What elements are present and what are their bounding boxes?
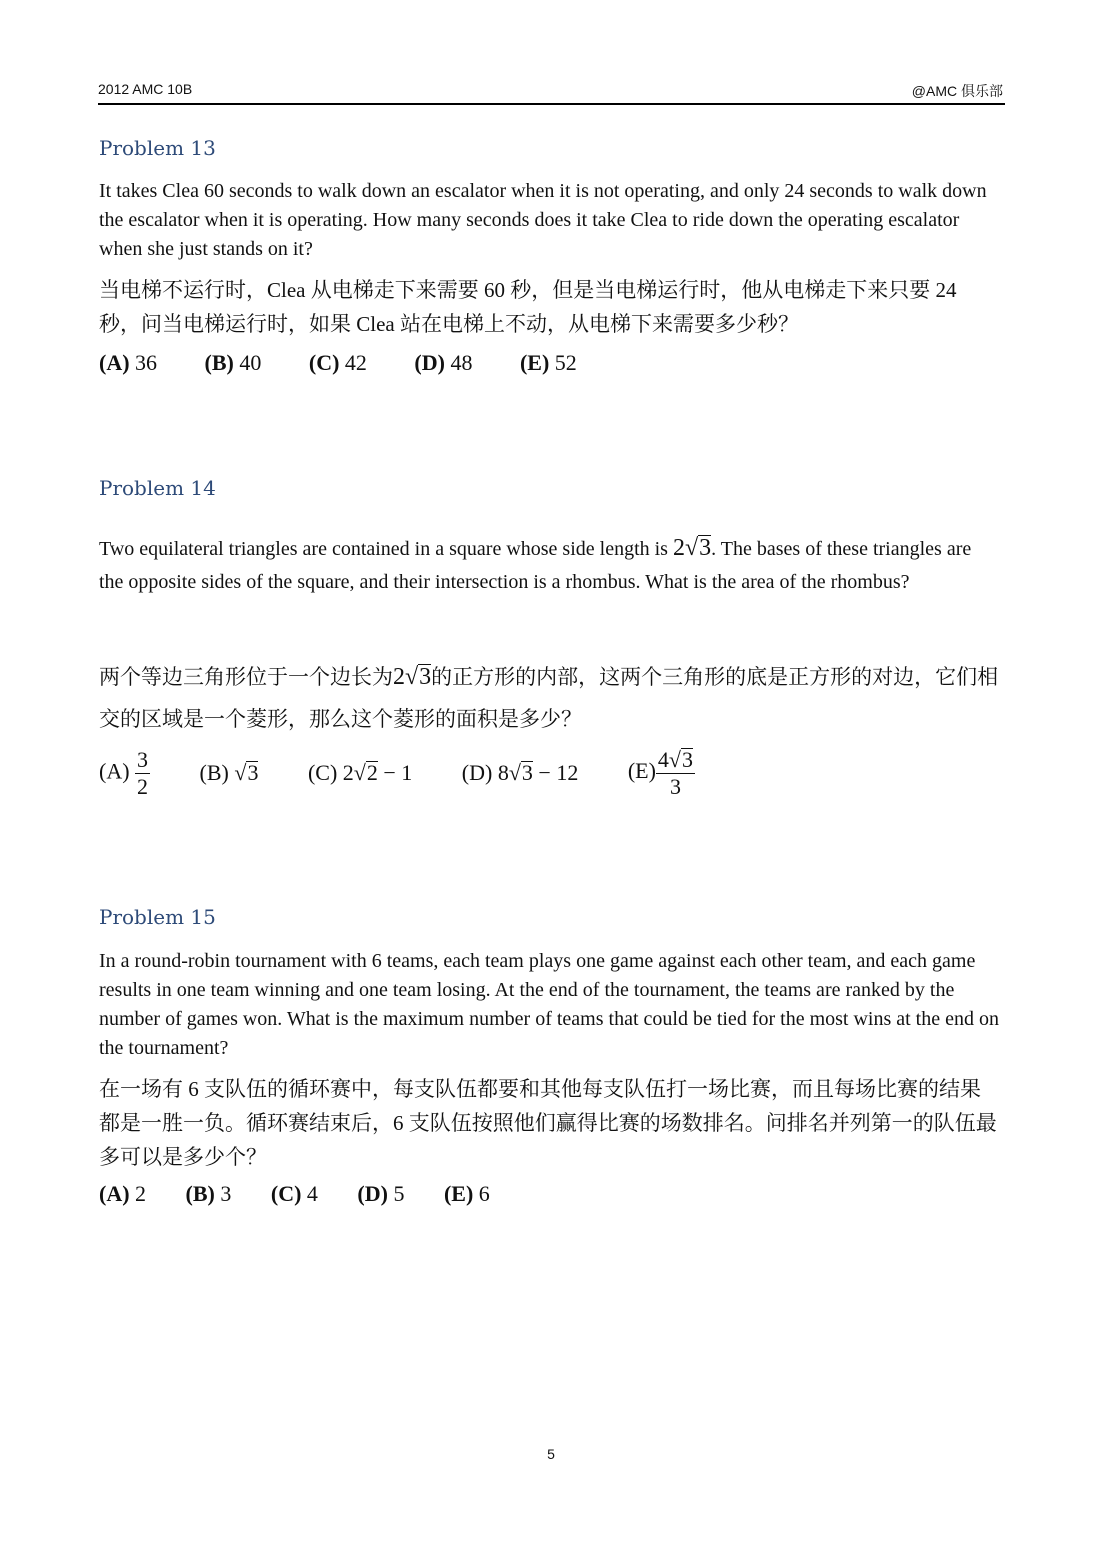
problem-15-choices <box>99 1181 524 1207</box>
problem-15-title: Problem 15 <box>99 905 216 929</box>
problem-14-text: Two equilateral triangles are contained in a square whose side length is 2√3. The bases of these triangles are the opposite sides of the square, and their intersection is a rhombus. What is the area of the rhombus? <box>99 535 972 593</box>
choice-c: (C) 4 <box>270 1181 318 1206</box>
choice-c: (C) 2√2 − 1 <box>307 760 413 785</box>
choice-c: (C) 42 <box>308 350 367 375</box>
choice-b: (B) 40 <box>204 350 262 375</box>
choice-b: (B) 3 <box>185 1181 232 1206</box>
choice-b: (B) √3 <box>199 760 259 785</box>
choice-a: (A) 2 <box>99 1181 147 1206</box>
choice-e: (E) 6 <box>443 1181 490 1206</box>
choice-d: (D) 5 <box>357 1181 405 1206</box>
choice-a: (A) 36 <box>99 350 158 375</box>
problem-13-choices <box>99 350 619 376</box>
problem-13-title: Problem 13 <box>99 136 216 160</box>
page-number: 5 <box>547 1446 555 1462</box>
problem-14-title: Problem 14 <box>99 476 216 500</box>
problem-15-chinese: 在一场有 6 支队伍的循环赛中，每支队伍都要和其他每支队伍打一场比赛，而且每场比赛的结果都是一胜一负。循环赛结束后，6 支队伍按照他们赢得比赛的场数排名。问排名并列第一的队伍最多可以是多少个？ <box>99 1077 997 1169</box>
choice-a: (A) $\frac{3}{2}$ <box>99 746 149 799</box>
problem-13-text: It takes Clea 60 seconds to walk down an escalator when it is not operating, and only 24 seconds to walk down the escalator when it is operating. How many seconds does it take Clea to ride down the operating escalator when she just stands on it? <box>99 180 987 260</box>
choice-e: (E) $\frac{4√3}{3}$ <box>627 747 693 799</box>
side-length-math: 2√3 <box>672 535 712 561</box>
problem-14-choices <box>99 748 739 798</box>
header-right: @AMC 俱乐部 <box>911 83 1003 99</box>
header-left: 2012 AMC 10B <box>98 81 193 97</box>
problem-15-text: In a round-robin tournament with 6 teams, each team plays one game against each other team, and each game results in one team winning and one team losing. At the end of the tournament, the teams are ranked by the number of games won. What is the maximum number of teams that could be tied for the most wins at the end on the tournament? <box>99 950 999 1059</box>
problem-13-chinese: 当电梯不运行时，Clea 从电梯走下来需要 60 秒，但是当电梯运行时，他从电梯走下来只要 24 秒，问当电梯运行时，如果 Clea 站在电梯上不动，从电梯下来需要多少秒？ <box>99 278 957 336</box>
problem-14-chinese: 两个等边三角形位于一个边长为2√3的正方形的内部，这两个三角形的底是正方形的对边，它们相交的区域是一个菱形，那么这个菱形的面积是多少？ <box>99 664 999 731</box>
choice-e: (E) 52 <box>519 350 577 375</box>
page-header <box>98 79 1005 105</box>
choice-d: (D) 8√3 − 12 <box>461 760 579 785</box>
choice-d: (D) 48 <box>414 350 473 375</box>
side-length-math-zh: 2√3 <box>393 664 432 690</box>
